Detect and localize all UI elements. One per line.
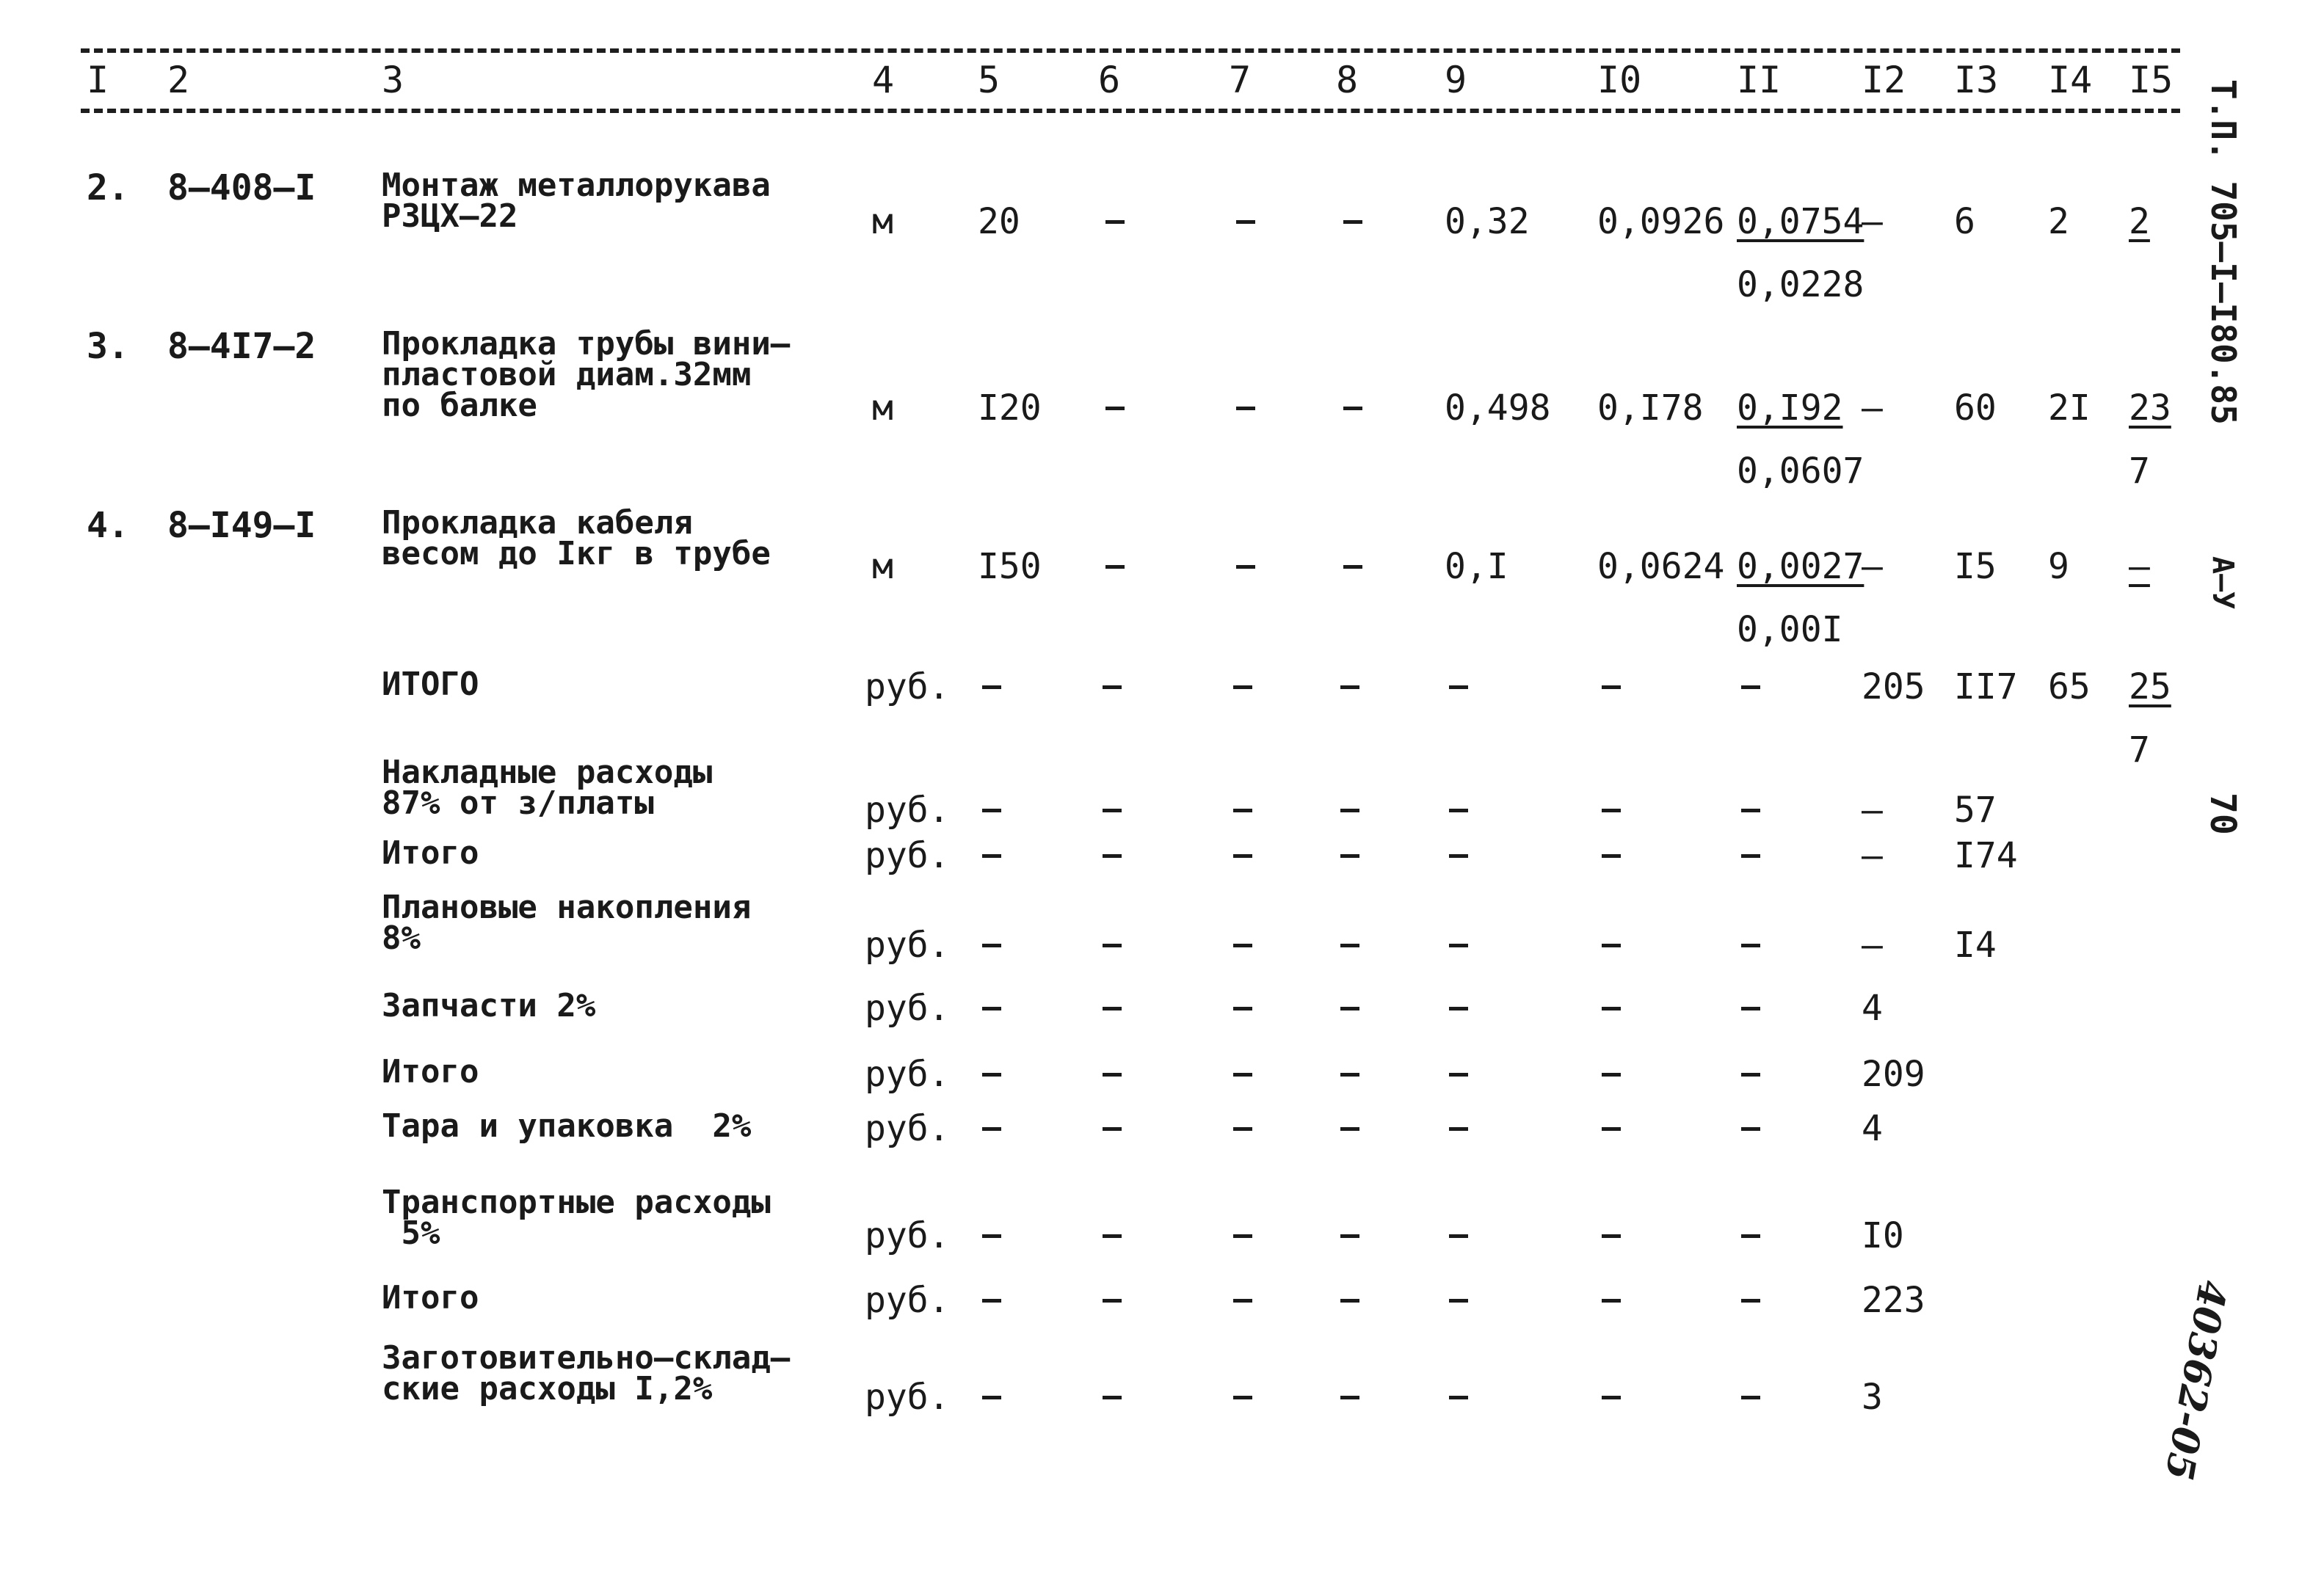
empty-col-11: [1741, 1073, 1760, 1077]
empty-col-10: [1602, 1073, 1621, 1077]
unit: руб.: [865, 790, 950, 831]
empty-col-9: [1449, 1127, 1468, 1131]
col-14-value: 65: [2048, 666, 2091, 707]
unit: м: [872, 201, 893, 242]
col-13-value: 6: [1954, 201, 1975, 242]
total-label: Заготовительно–склад– ские расходы I,2%: [382, 1339, 791, 1407]
empty-col-10: [1602, 854, 1621, 858]
empty-col-7: [1233, 1396, 1252, 1399]
unit: руб.: [865, 988, 950, 1029]
col-11-fraction: [1737, 201, 1864, 305]
work-name: Прокладка кабеля весом до Iкг в трубе: [382, 504, 771, 572]
col-header-9: 9: [1445, 59, 1467, 101]
empty-col-11: [1741, 685, 1760, 689]
empty-col-8: [1340, 1396, 1359, 1399]
col-15-fraction-numerator: 23: [2129, 387, 2171, 429]
col-15-fraction-denominator: 7: [2129, 729, 2150, 771]
col-9-value: 0,32: [1445, 201, 1530, 242]
col-14-value: 2I: [2048, 387, 2091, 429]
col-12-value: –: [1862, 790, 1883, 831]
unit: м: [872, 546, 893, 587]
empty-col-5: [982, 809, 1001, 812]
empty-col-7: [1233, 809, 1252, 812]
empty-col-11: [1741, 1234, 1760, 1238]
empty-col-10: [1602, 685, 1621, 689]
col-header-11: II: [1737, 59, 1782, 101]
empty-col-8: [1340, 1007, 1359, 1010]
col-12-value: 205: [1862, 666, 1925, 707]
unit: руб.: [865, 835, 950, 876]
col-13-value: I5: [1954, 546, 1997, 587]
empty-col-10: [1602, 1396, 1621, 1399]
col-12-value: I0: [1862, 1215, 1904, 1256]
page-number: 70: [2202, 793, 2243, 835]
empty-col-11: [1741, 1007, 1760, 1010]
col-12-value: 3: [1862, 1377, 1883, 1418]
empty-col-9: [1449, 685, 1468, 689]
total-label: Итого: [382, 1279, 479, 1316]
empty-col-8: [1340, 685, 1359, 689]
col-15-fraction-numerator: 2: [2129, 201, 2150, 242]
unit: руб.: [865, 1280, 950, 1321]
col-11-fraction-numerator: 0,0754: [1737, 201, 1864, 242]
empty-col-11: [1741, 854, 1760, 858]
empty-col-5: [982, 1073, 1001, 1077]
col-14-value: 9: [2048, 546, 2069, 587]
empty-col-5: [982, 1299, 1001, 1303]
col-header-7: 7: [1229, 59, 1252, 101]
col-header-1: I: [87, 59, 109, 101]
empty-col-6: [1103, 1073, 1122, 1077]
empty-col-8: [1343, 407, 1362, 410]
empty-col-11: [1741, 1127, 1760, 1131]
empty-col-6: [1103, 944, 1122, 947]
total-label: Плановые накопления 8%: [382, 889, 752, 957]
col-header-10: I0: [1597, 59, 1642, 101]
col-15-fraction: [2129, 666, 2171, 771]
col-9-value: 0,I: [1445, 546, 1508, 587]
empty-col-8: [1340, 1234, 1359, 1238]
col-13-value: I74: [1954, 835, 2018, 876]
work-name: Прокладка трубы вини– пластовой диам.32мм по балке: [382, 325, 791, 424]
col-header-4: 4: [872, 59, 895, 101]
col-11-fraction: [1737, 546, 1864, 650]
empty-col-8: [1340, 1299, 1359, 1303]
empty-col-5: [982, 1234, 1001, 1238]
header-bottom-rule: [81, 109, 2180, 113]
col-10-value: 0,I78: [1597, 387, 1704, 429]
empty-col-8: [1340, 1127, 1359, 1131]
empty-col-8: [1340, 809, 1359, 812]
col-11-fraction-denominator: 0,00I: [1737, 609, 1843, 650]
empty-col-7: [1233, 944, 1252, 947]
col-header-13: I3: [1954, 59, 1999, 101]
empty-col-7: [1233, 1299, 1252, 1303]
empty-col-6: [1103, 854, 1122, 858]
col-15-fraction-numerator: –: [2129, 546, 2150, 587]
work-name: Монтаж металлорукава РЗЦХ–22: [382, 167, 771, 235]
col-15-fraction-denominator: 7: [2129, 451, 2150, 492]
empty-col-5: [982, 685, 1001, 689]
unit: м: [872, 387, 893, 429]
empty-col-7: [1236, 565, 1255, 569]
col-header-2: 2: [167, 59, 190, 101]
empty-col-9: [1449, 1396, 1468, 1399]
empty-col-7: [1233, 685, 1252, 689]
unit: руб.: [865, 1377, 950, 1418]
col-15-fraction-numerator: 25: [2129, 666, 2171, 707]
col-12-value: –: [1862, 546, 1883, 587]
empty-col-9: [1449, 1007, 1468, 1010]
empty-col-6: [1105, 220, 1125, 224]
empty-col-10: [1602, 1299, 1621, 1303]
price-code: 8–I49–I: [167, 505, 316, 546]
col-12-value: –: [1862, 387, 1883, 429]
unit: руб.: [865, 1215, 950, 1256]
empty-col-9: [1449, 1073, 1468, 1077]
row-number: 3.: [87, 326, 129, 367]
empty-col-11: [1741, 809, 1760, 812]
header-top-rule: [81, 48, 2180, 53]
project-code-stamp: Т.П. 705–I–I80.85: [2204, 79, 2243, 425]
empty-col-8: [1340, 1073, 1359, 1077]
col-13-value: 60: [1954, 387, 1997, 429]
row-number: 4.: [87, 505, 129, 546]
empty-col-9: [1449, 809, 1468, 812]
inventory-number: 40362-05: [2156, 1277, 2235, 1484]
col-13-value: 57: [1954, 790, 1997, 831]
col-12-value: 4: [1862, 1108, 1883, 1149]
empty-col-6: [1103, 1127, 1122, 1131]
row-number: 2.: [87, 167, 129, 208]
empty-col-6: [1103, 809, 1122, 812]
col-header-3: 3: [382, 59, 404, 101]
col-12-value: –: [1862, 925, 1883, 966]
empty-col-5: [982, 1396, 1001, 1399]
empty-col-11: [1741, 1299, 1760, 1303]
empty-col-5: [982, 944, 1001, 947]
col-12-value: –: [1862, 201, 1883, 242]
sheet-label-stamp: А–У: [2206, 556, 2240, 610]
empty-col-7: [1233, 1007, 1252, 1010]
empty-col-7: [1236, 220, 1255, 224]
empty-col-10: [1602, 944, 1621, 947]
empty-col-10: [1602, 1234, 1621, 1238]
empty-col-5: [982, 854, 1001, 858]
empty-col-6: [1103, 1007, 1122, 1010]
empty-col-6: [1105, 565, 1125, 569]
quantity: I20: [978, 387, 1042, 429]
empty-col-6: [1103, 1396, 1122, 1399]
col-12-value: –: [1862, 835, 1883, 876]
total-label: Итого: [382, 1053, 479, 1090]
col-11-fraction-numerator: 0,0027: [1737, 546, 1864, 587]
unit: руб.: [865, 1054, 950, 1095]
empty-col-6: [1103, 685, 1122, 689]
total-label: Транспортные расходы 5%: [382, 1184, 771, 1252]
empty-col-11: [1741, 1396, 1760, 1399]
col-header-12: I2: [1862, 59, 1906, 101]
col-11-fraction-denominator: 0,0228: [1737, 264, 1864, 305]
empty-col-10: [1602, 1127, 1621, 1131]
empty-col-8: [1340, 944, 1359, 947]
total-label: Тара и упаковка 2%: [382, 1107, 752, 1145]
col-15-fraction: [2129, 387, 2171, 492]
col-header-6: 6: [1098, 59, 1121, 101]
empty-col-5: [982, 1007, 1001, 1010]
empty-col-7: [1236, 407, 1255, 410]
price-code: 8–4I7–2: [167, 326, 316, 367]
empty-col-10: [1602, 809, 1621, 812]
col-11-fraction-denominator: 0,0607: [1737, 451, 1864, 492]
total-label: Итого: [382, 834, 479, 872]
col-13-value: I4: [1954, 925, 1997, 966]
empty-col-7: [1233, 1127, 1252, 1131]
col-15-fraction: [2129, 201, 2150, 242]
col-11-fraction: [1737, 387, 1864, 492]
empty-col-11: [1741, 944, 1760, 947]
empty-col-5: [982, 1127, 1001, 1131]
empty-col-6: [1103, 1234, 1122, 1238]
col-9-value: 0,498: [1445, 387, 1551, 429]
col-header-14: I4: [2048, 59, 2093, 101]
empty-col-9: [1449, 1299, 1468, 1303]
col-10-value: 0,0624: [1597, 546, 1725, 587]
col-12-value: 4: [1862, 988, 1883, 1029]
col-header-8: 8: [1336, 59, 1359, 101]
col-header-5: 5: [978, 59, 1001, 101]
col-13-value: II7: [1954, 666, 2018, 707]
total-label: Запчасти 2%: [382, 987, 596, 1024]
quantity: I50: [978, 546, 1042, 587]
empty-col-8: [1340, 854, 1359, 858]
total-label: ИТОГО: [382, 666, 479, 703]
price-code: 8–408–I: [167, 167, 316, 208]
quantity: 20: [978, 201, 1020, 242]
empty-col-8: [1343, 565, 1362, 569]
col-10-value: 0,0926: [1597, 201, 1725, 242]
empty-col-7: [1233, 1234, 1252, 1238]
unit: руб.: [865, 666, 950, 707]
col-11-fraction-numerator: 0,I92: [1737, 387, 1843, 429]
empty-col-9: [1449, 1234, 1468, 1238]
empty-col-8: [1343, 220, 1362, 224]
col-12-value: 223: [1862, 1280, 1925, 1321]
col-15-fraction: [2129, 546, 2150, 587]
col-14-value: 2: [2048, 201, 2069, 242]
empty-col-9: [1449, 944, 1468, 947]
col-header-15: I5: [2129, 59, 2174, 101]
empty-col-7: [1233, 854, 1252, 858]
total-label: Накладные расходы 87% от з/платы: [382, 754, 713, 822]
unit: руб.: [865, 1108, 950, 1149]
empty-col-9: [1449, 854, 1468, 858]
empty-col-6: [1105, 407, 1125, 410]
col-12-value: 209: [1862, 1054, 1925, 1095]
empty-col-10: [1602, 1007, 1621, 1010]
empty-col-7: [1233, 1073, 1252, 1077]
empty-col-6: [1103, 1299, 1122, 1303]
unit: руб.: [865, 925, 950, 966]
